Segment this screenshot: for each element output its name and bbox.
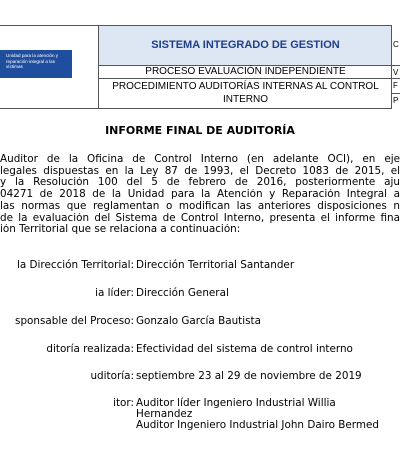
header-right-column — [392, 25, 400, 109]
document-header — [0, 25, 400, 109]
logo-cell — [0, 25, 99, 109]
field-process-owner — [0, 315, 400, 329]
field-label: uditoría: — [90, 370, 134, 382]
logo-text: Unidad para la atención y reparación integral a las víctimas — [6, 53, 59, 70]
field-auditor — [0, 397, 400, 437]
field-audit-period — [0, 370, 400, 384]
field-value-line2: Hernandez — [136, 408, 193, 420]
edge-code-4: P — [393, 96, 399, 105]
system-title: SISTEMA INTEGRADO DE GESTION — [151, 39, 340, 51]
procedure-cell — [99, 78, 392, 109]
unidad-victimas-logo — [0, 50, 72, 78]
field-lead — [0, 287, 400, 301]
field-value: Auditor líder Ingeniero Industrial Willia — [136, 397, 336, 409]
field-value: Gonzalo García Bautista — [136, 315, 261, 327]
edge-code-1: C — [393, 40, 399, 49]
field-value: Efectividad del sistema de control interno — [136, 343, 353, 355]
field-value: Dirección General — [136, 287, 229, 299]
procedure-line-2: INTERNO — [223, 94, 268, 105]
field-label: sponsable del Proceso: — [15, 315, 134, 327]
field-label: ia líder: — [95, 287, 134, 299]
field-value: septiembre 23 al 29 de noviembre de 2019 — [136, 370, 362, 382]
field-label: ditoría realizada: — [46, 343, 134, 355]
intro-paragraph — [0, 154, 400, 236]
field-label: la Dirección Territorial: — [16, 259, 134, 271]
paragraph-line: y la Resolución 100 del 5 de febrero de 2016, posteriormente aju — [0, 177, 400, 189]
field-audit-type — [0, 343, 400, 357]
report-title: INFORME FINAL DE AUDITORÍA — [105, 124, 295, 137]
system-title-cell — [99, 25, 392, 66]
procedure-name — [99, 80, 392, 106]
field-value-line3: Auditor Ingeniero Industrial John Dairo Bermed — [136, 419, 379, 431]
process-cell — [99, 65, 392, 79]
paragraph-line: legales dispuestas en la Ley 87 de 1993, el Decreto 1083 de 2015, el — [0, 165, 400, 177]
field-label: itor: — [113, 397, 134, 409]
edge-code-2: V — [393, 68, 399, 77]
paragraph-line: de la evaluación del Sistema de Control Interno, presenta el informe fina — [0, 212, 400, 224]
paragraph-line: las normas que reglamentan o modifican las anteriores disposiciones n — [0, 200, 400, 212]
edge-code-3: F — [393, 81, 398, 90]
paragraph-line: Auditor de la Oficina de Control Interno (en adelante OCI), en eje — [0, 154, 400, 165]
field-territorial — [0, 259, 400, 273]
paragraph-line: ión Territorial que se relaciona a continuación: — [0, 224, 241, 236]
procedure-line-1: PROCEDIMIENTO AUDITORÍAS INTERNAS AL CONTROL — [112, 81, 379, 92]
field-value: Dirección Territorial Santander — [136, 259, 295, 271]
paragraph-line: 04271 de 2018 de la Unidad para la Atención y Reparación Integral a — [0, 189, 400, 201]
process-name: PROCESO EVALUACIÓN INDEPENDIENTE — [145, 66, 346, 77]
